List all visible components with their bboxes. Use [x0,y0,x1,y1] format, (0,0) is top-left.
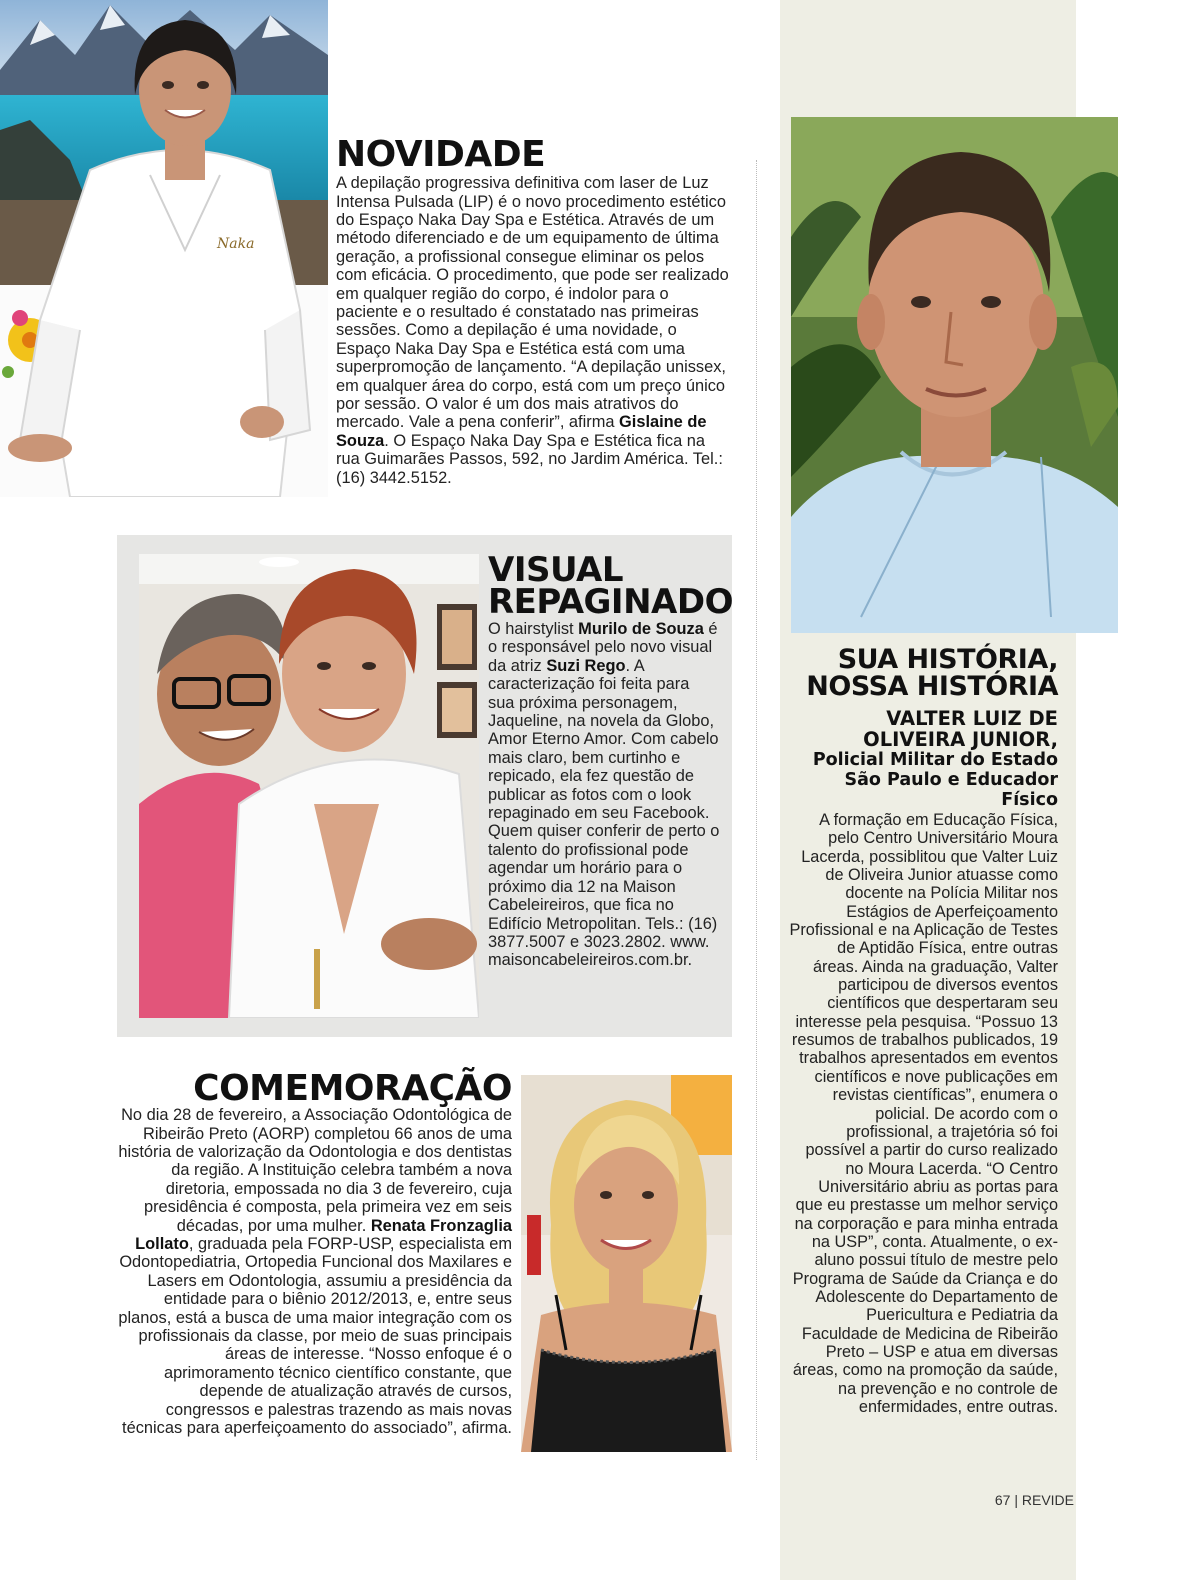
comemoracao-title: COMEMORAÇÃO [193,1068,512,1109]
visual-body-part1: O hairstylist [488,620,579,638]
visual-name-suzi: Suzi Rego [546,656,626,675]
visual-title-line1: VISUAL [488,550,623,590]
visual-body-part3: . A caracterização foi feita para sua próxima personagem, Jaqueline, na novela da Globo, Amor Eterno Amor. Com cabelo mais claro, bem curtinho e repicado, ela fez questão de publicar as fotos com o look repaginado em seu Facebook. Quem quiser conferir de perto o talento do profissional pode agendar um horário para o próximo dia 12 na Maison Cabeleireiros, que fica no Edifício Metropolitan. Tels.: (16) 3877.5007 e 3023.2802. www. maisoncabeleireiros.com.br. [488,656,720,970]
comemoracao-body-part2: , graduada pela FORP-USP, especialista em Odontopediatria, Ortopedia Funcional dos Maxilares e Lasers em Odontologia, assumiu a presidência da entidade para o biênio 2012/2013, e, entre seus planos, está a busca de uma maior integração com os profissionais da classe, por meio de suas principais áreas de interesse. “Nosso enfoque é o aprimoramento técnico científico constante, que depende de atualização através de cursos, congressos e palestras trazendo as mais novas técnicas para aperfeiçoamento do associado”, afirma. [118,1235,512,1438]
visual-repaginado-article [488,550,733,970]
sidebar-title-line1: SUA HISTÓRIA, [837,644,1058,675]
sidebar-name-line2: OLIVEIRA JUNIOR, [863,728,1058,751]
novidade-title: NOVIDADE [336,134,546,175]
novidade-article [336,134,730,487]
folio-separator: | [1014,1492,1018,1508]
novidade-name: Gislaine de Souza [336,413,707,450]
sidebar-person-role [788,750,1058,810]
comemoracao-body [114,1106,512,1437]
photo-gislaine-de-souza [0,0,328,497]
photo-renata-lollato [521,1075,732,1452]
novidade-body-part2: . O Espaço Naka Day Spa e Estética fica na rua Guimarães Passos, 592, no Jardim América. Tel.: (16) 3442.5152. [336,431,723,487]
sidebar-role-line1: Policial Militar do Estado [812,750,1058,770]
photo-valter-luiz [791,117,1118,633]
visual-title-line2: REPAGINADO [488,582,733,622]
novidade-body [336,174,730,487]
page-number: 67 [994,1492,1011,1508]
coat-logo: Naka [217,236,255,252]
sidebar-article [788,646,1058,1416]
comemoracao-body-part1: No dia 28 de fevereiro, a Associação Odontológica de Ribeirão Preto (AORP) completou 66 anos de uma história de valorização da Odontologia e dos dentistas da região. A Instituição celebra também a nova diretoria, empossada no dia 3 de fevereiro, cuja presidência é composta, pela primeira vez em seis décadas, por uma mulher. [118,1106,512,1235]
novidade-body-part1: A depilação progressiva definitiva com laser de Luz Intensa Pulsada (LIP) é o novo procedimento estético do Espaço Naka Day Spa e Estética. Através de um método diferenciado e de um equipamento de última geração, a profissional consegue eliminar os pelos com eficácia. O procedimento, que pode ser realizado em qualquer região do corpo, é indolor para o paciente e o resultado é constatado nas primeiras sessões. Como a depilação é uma novidade, o Espaço Naka Day Spa e Estética está com uma superpromoção de lançamento. “A depilação unissex, em qualquer área do corpo, está com um preço único por sessão. O valor é um dos mais atrativos do mercado. Vale a pena conferir”, afirma [336,174,729,432]
magazine-name: REVIDE [1021,1492,1074,1508]
visual-name-murilo: Murilo de Souza [578,620,704,638]
visual-body-part2: é o responsável pelo novo visual da atriz [488,620,718,675]
comemoracao-article [114,1068,512,1438]
sidebar-person-name [788,708,1058,750]
sidebar-title [788,646,1058,700]
sidebar-body: A formação em Educação Física, pelo Centro Universitário Moura Lacerda, possiblitou que Valter Luiz de Oliveira Junior atuasse como docente na Polícia Militar nos Estágios de Aperfeiçoamento Profissional e na Aplicação de Testes de Aptidão Física, entre outras áreas. Ainda na graduação, Valter participou de diversos eventos científicos que despertaram seu interesse pela pesquisa. “Possuo 13 resumos de trabalhos publicados, 19 trabalhos apresentados em eventos científicos e nove publicações em revistas científicas”, enumera o policial. De acordo com o profissional, a trajetória só foi possível a partir do curso realizado no Moura Lacerda. “O Centro Universitário abriu as portas para que eu prestasse um melhor serviço na corporação e para minha entrada na USP”, conta. Atualmente, o ex-aluno possui título de mestre pelo Programa de Saúde da Criança e do Adolescente do Departamento de Puericultura e Pediatria da Faculdade de Medicina de Ribeirão Preto – USP e atua em diversas áreas, como na promoção da saúde, na prevenção e no controle de enfermidades, entre outras. [789,811,1058,1416]
sidebar-name-line1: VALTER LUIZ DE [886,707,1058,730]
sidebar-title-line2: NOSSA HISTÓRIA [806,671,1058,702]
page-folio [960,1492,1074,1508]
column-divider [756,160,757,1460]
sidebar-role-line2: São Paulo e Educador Físico [844,770,1058,810]
comemoracao-name: Renata Fronzaglia Lollato [135,1216,512,1254]
visual-title [488,550,733,622]
photo-murilo-and-suzi [139,554,479,1018]
visual-body [488,620,720,970]
